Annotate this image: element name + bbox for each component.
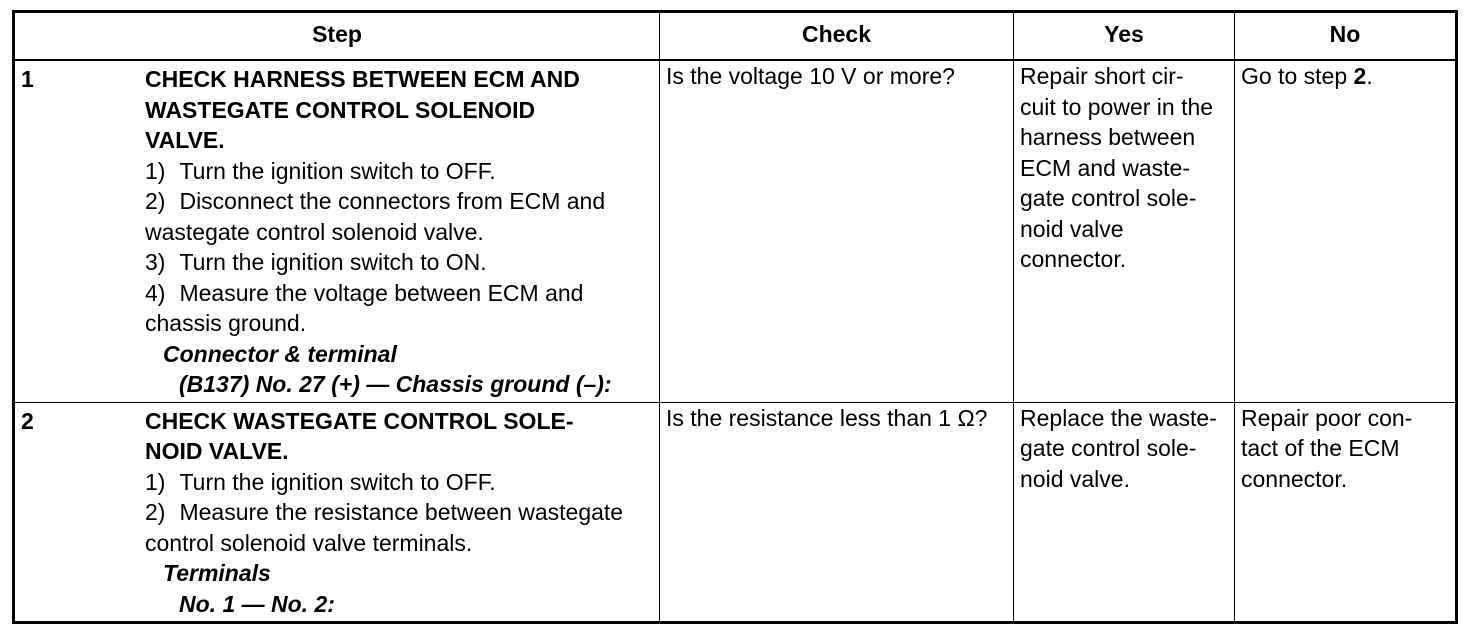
instruction-item: 1) Turn the ignition switch to OFF. <box>145 468 496 495</box>
step-cell <box>14 402 660 623</box>
instruction-item: 3) Turn the ignition switch to ON. <box>145 249 487 275</box>
no-cell: Repair poor con- tact of the ECM connector. <box>1235 402 1457 623</box>
instruction-item: 2) Measure the resistance between wastegate control solenoid valve terminals. <box>145 499 624 556</box>
header-check: Check <box>660 12 1014 61</box>
step-title: CHECK HARNESS BETWEEN ECM AND WASTEGATE CONTROL SOLENOID VALVE. <box>145 66 580 153</box>
header-yes: Yes <box>1014 12 1235 61</box>
table-row <box>14 60 1457 402</box>
yes-cell: Replace the waste- gate control sole- noid valve. <box>1014 402 1235 623</box>
spec-label: Terminals <box>163 560 271 586</box>
check-cell: Is the voltage 10 V or more? <box>660 60 1014 402</box>
step-number: 2 <box>21 407 34 434</box>
instruction-item: 2) Disconnect the connectors from ECM and wastegate control solenoid valve. <box>145 188 606 245</box>
spec-value: No. 1 — No. 2: <box>179 590 335 617</box>
step-number: 1 <box>21 66 34 92</box>
yes-cell: Repair short cir- cuit to power in the harness between ECM and waste- gate control sole- noid valve connector. <box>1014 60 1235 402</box>
table-row <box>14 402 1457 623</box>
header-step: Step <box>14 12 660 61</box>
step-title: CHECK WASTEGATE CONTROL SOLE- NOID VALVE. <box>145 407 574 464</box>
diagnostic-table <box>12 10 1458 624</box>
spec-label: Connector & terminal <box>163 340 397 367</box>
spec-value: (B137) No. 27 (+) — Chassis ground (–): <box>179 371 612 397</box>
no-cell: Go to step 2. <box>1235 60 1457 402</box>
instruction-item: 4) Measure the voltage between ECM and chassis ground. <box>145 279 584 336</box>
step-cell <box>14 60 660 402</box>
instruction-item: 1) Turn the ignition switch to OFF. <box>145 157 496 184</box>
header-no: No <box>1235 12 1457 61</box>
check-cell: Is the resistance less than 1 Ω? <box>660 402 1014 623</box>
header-row <box>14 12 1457 61</box>
